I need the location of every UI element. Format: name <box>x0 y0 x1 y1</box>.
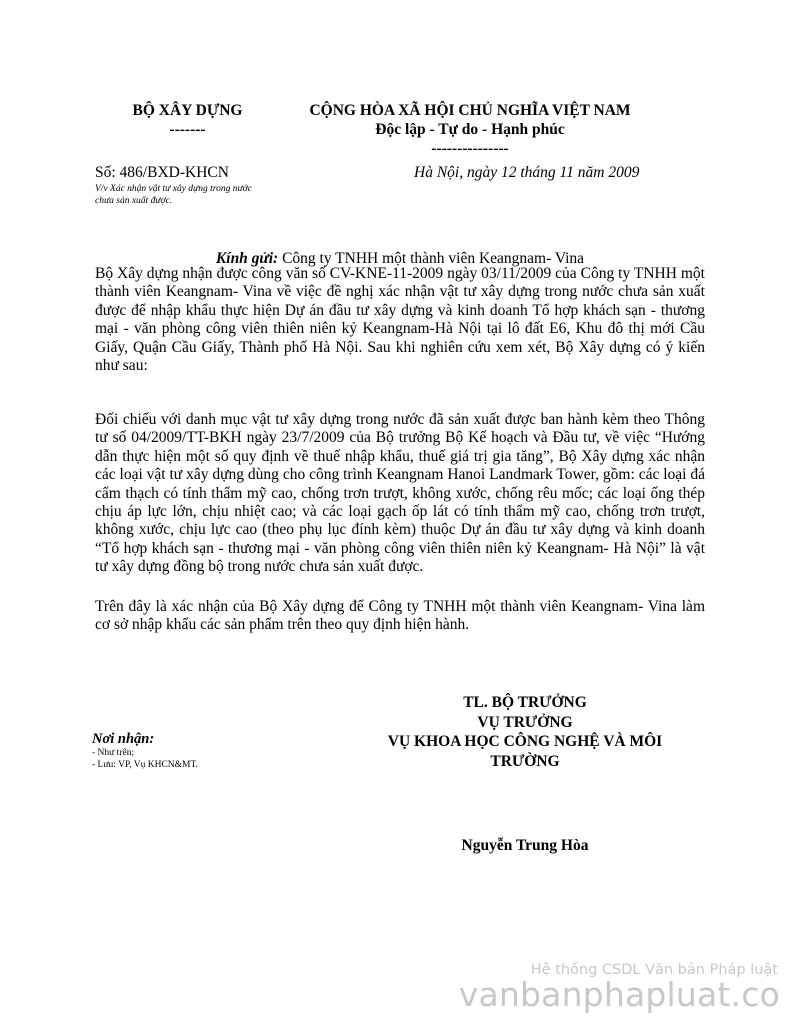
document-number: Số: 486/BXD-KHCN <box>95 164 229 181</box>
document-subject <box>95 183 315 207</box>
recipient-item: - Lưu: VP, Vụ KHCN&MT. <box>92 760 198 770</box>
body-paragraph-3: Trên đây là xác nhận của Bộ Xây dựng để Công ty TNHH một thành viên Keangnam- Vina làm cơ sở nhập khẩu các sản phẩm trên theo quy định hiện hành. <box>95 598 705 634</box>
ministry-rule: ------- <box>169 121 206 138</box>
signature-title-4: TRƯỜNG <box>490 752 560 770</box>
watermark-site: vanbanphapluat.co <box>458 975 780 1014</box>
signature-block <box>360 693 690 771</box>
republic-name: CỘNG HÒA XÃ HỘI CHỦ NGHĨA VIỆT NAM <box>309 102 631 119</box>
recipients-label: Nơi nhận: <box>92 731 155 747</box>
signature-title-3: VỤ KHOA HỌC CÔNG NGHỆ VÀ MÔI <box>387 733 663 750</box>
national-motto: Độc lập - Tự do - Hạnh phúc <box>375 121 565 138</box>
signature-title-1: TL. BỘ TRƯỞNG <box>463 694 587 711</box>
signature-title-2: VỤ TRƯỞNG <box>477 713 573 731</box>
republic-header <box>280 101 660 158</box>
body-paragraph-1: Bộ Xây dựng nhận được công văn số CV-KNE-11-2009 ngày 03/11/2009 của Công ty TNHH một thành viên Keangnam- Vina về việc đề nghị xác nhận vật tư xây dựng trong nước chưa sản xuất được để nhập khẩu thực hiện Dự án đầu tư xây dựng và kinh doanh Tổ hợp khách sạn - thương mại - văn phòng công viên thiên niên kỷ Keangnam-Hà Nội tại lô đất E6, Khu đô thị mới Cầu Giấy, Quận Cầu Giấy, Thành phố Hà Nội. Sau khi nghiên cứu xem xét, Bộ Xây dựng có ý kiến như sau: <box>95 265 705 375</box>
subject-line-1: V/v Xác nhận vật tư xây dựng trong nước <box>95 184 252 194</box>
recipients-list <box>92 747 198 771</box>
recipient-item: - Như trên; <box>92 748 135 758</box>
ministry-header <box>95 101 280 139</box>
motto-rule: --------------- <box>431 140 509 157</box>
signer-name: Nguyễn Trung Hòa <box>461 837 589 854</box>
watermark-caption: Hệ thống CSDL Văn bản Pháp luật <box>530 962 778 978</box>
document-date: Hà Nội, ngày 12 tháng 11 năm 2009 <box>414 164 640 181</box>
body-paragraph-2: Đối chiếu với danh mục vật tư xây dựng trong nước đã sản xuất được ban hành kèm theo Thông tư số 04/2009/TT-BKH ngày 23/7/2009 của Bộ trưởng Bộ Kế hoạch và Đầu tư, về việc “Hướng dẫn thực hiện một số quy định về thuế nhập khẩu, thuế giá trị gia tăng”, Bộ Xây dựng xác nhận các loại vật tư xây dựng dùng cho công trình Keangnam Hanoi Landmark Tower, gồm: các loại đá cẩm thạch có tính thẩm mỹ cao, chống trơn trượt, không xước, chống rêu mốc; các loại ống thép chịu áp lực lớn, chịu nhiệt cao; và các loại gạch ốp lát có tính thẩm mỹ cao, chống trơn trượt, không xước, chịu lực cao (theo phụ lục đính kèm) thuộc Dự án đầu tư xây dựng và kinh doanh “Tổ hợp khách sạn - thương mại - văn phòng công viên thiên niên kỷ Keangnam- Hà Nội” là vật tư xây dựng đồng bộ trong nước chưa sản xuất được. <box>95 411 705 576</box>
addressee-label: Kính gửi: <box>215 250 279 267</box>
addressee-name: Công ty TNHH một thành viên Keangnam- Vina <box>278 250 585 267</box>
subject-line-2: chưa sản xuất được. <box>95 196 173 206</box>
ministry-name: BỘ XÂY DỰNG <box>132 102 243 119</box>
